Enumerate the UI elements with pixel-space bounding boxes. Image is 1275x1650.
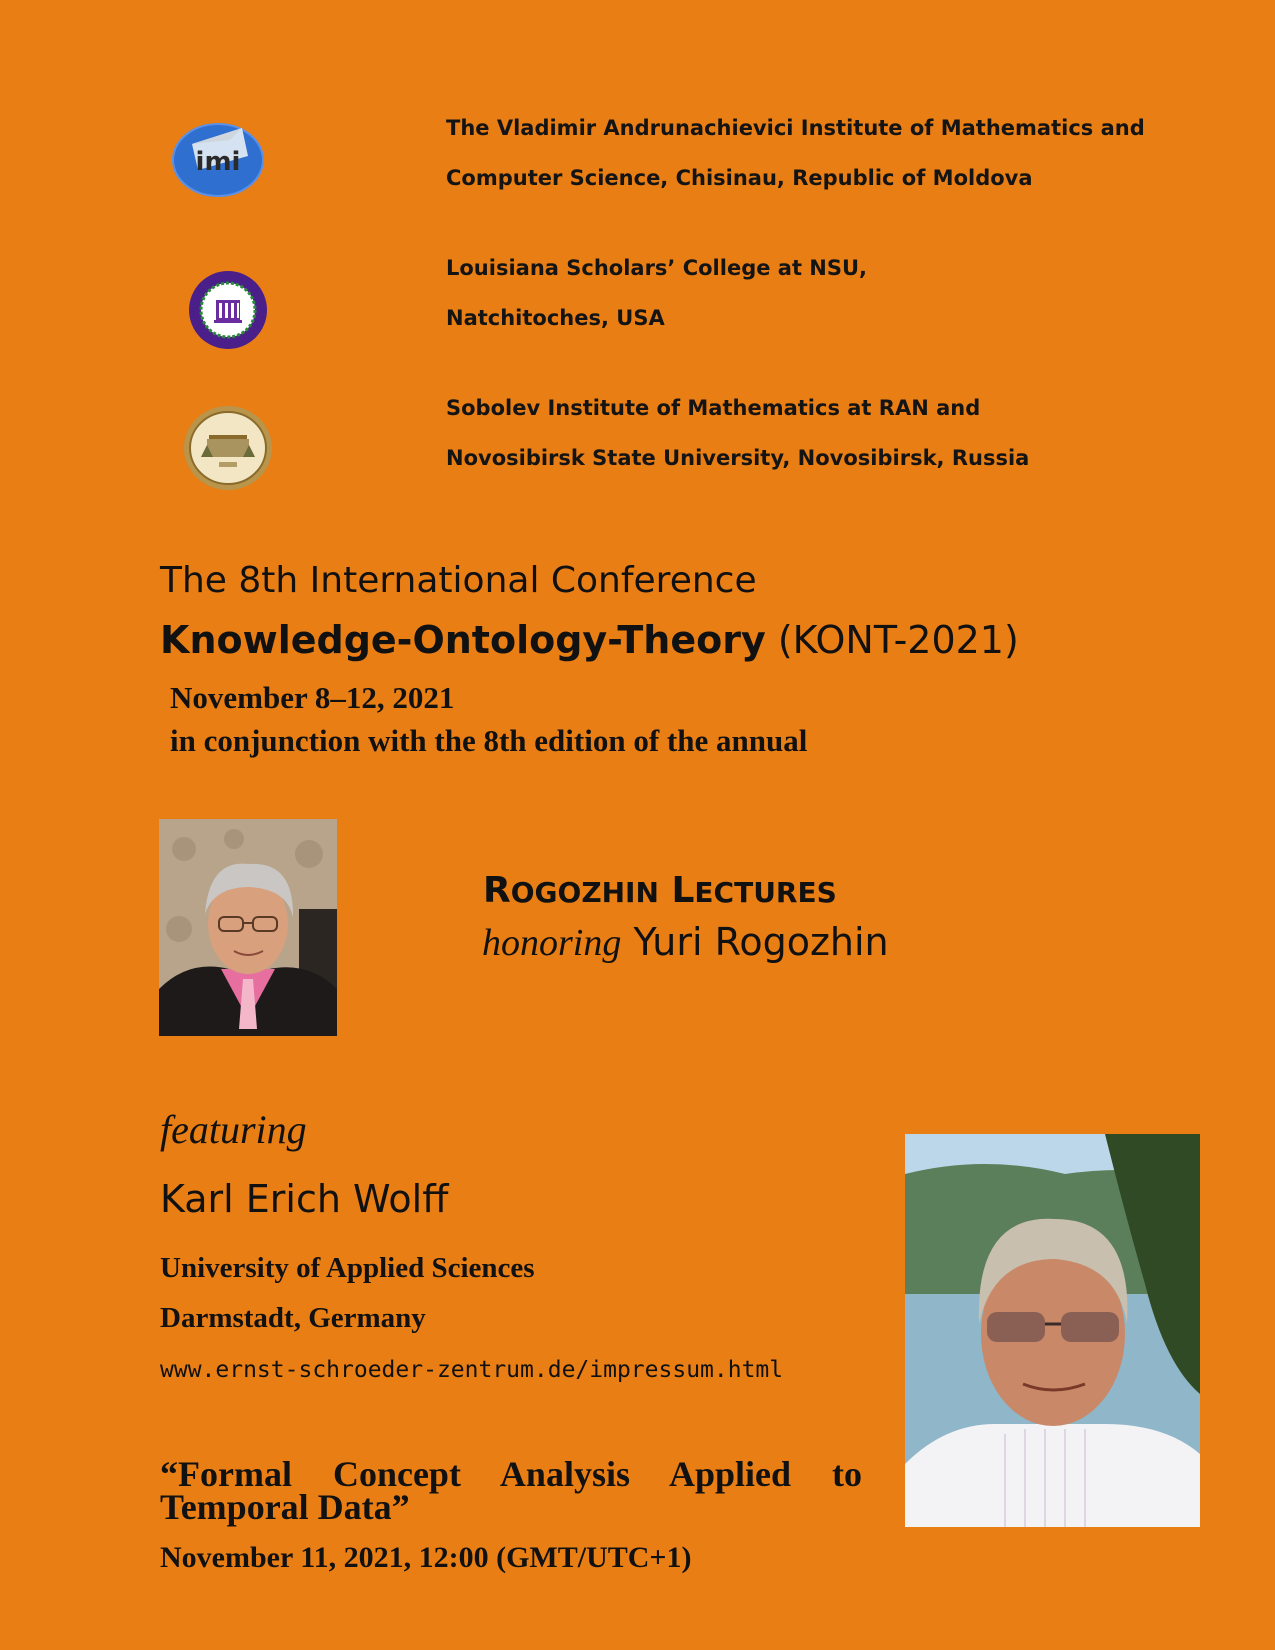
yuri-rogozhin-portrait <box>159 819 337 1036</box>
institution-2-line-2: Natchitoches, USA <box>446 306 665 330</box>
louisiana-scholars-college-seal-icon <box>188 270 268 350</box>
lectures-title-ogozhin: OGOZHIN <box>510 876 659 909</box>
svg-text:imi: imi <box>195 147 241 177</box>
conference-name-bold: Knowledge-Ontology-Theory <box>160 618 766 662</box>
honoring-word: honoring <box>482 922 622 964</box>
institution-3-line-1: Sobolev Institute of Mathematics at RAN and <box>446 396 981 420</box>
institution-1-text <box>446 103 1145 203</box>
featuring-label: featuring <box>160 1107 307 1152</box>
speaker-affiliation-line-2: Darmstadt, Germany <box>160 1302 426 1334</box>
speaker-affiliation-line-1: University of Applied Sciences <box>160 1252 535 1284</box>
talk-title: “Formal Concept Analysis Applied to Temporal Data” <box>160 1454 862 1527</box>
conference-conjunction: in conjunction with the 8th edition of the annual <box>170 723 808 758</box>
speaker-name: Karl Erich Wolff <box>160 1177 449 1221</box>
conference-heading: The 8th International Conference <box>160 560 757 601</box>
honoree-name: Yuri Rogozhin <box>633 920 889 964</box>
conference-dates: November 8–12, 2021 <box>170 680 455 715</box>
conference-name <box>160 618 1019 662</box>
imi-institute-logo-icon <box>172 120 264 198</box>
lectures-title-r: R <box>483 870 511 911</box>
institution-3-line-2: Novosibirsk State University, Novosibirsk, Russia <box>446 446 1030 470</box>
rogozhin-lectures-title <box>483 870 837 911</box>
conference-acronym: (KONT-2021) <box>777 618 1019 662</box>
institution-1-line-1: The Vladimir Andrunachievici Institute of Mathematics and <box>446 116 1145 140</box>
sobolev-institute-medal-icon <box>183 405 273 491</box>
institution-1-line-2: Computer Science, Chisinau, Republic of Moldova <box>446 166 1033 190</box>
talk-datetime: November 11, 2021, 12:00 (GMT/UTC+1) <box>160 1541 692 1574</box>
karl-erich-wolff-portrait <box>905 1134 1200 1527</box>
honoring-line <box>482 920 889 965</box>
lectures-title-l: L <box>671 870 695 911</box>
institution-2-text <box>446 243 867 343</box>
institution-3-text <box>446 383 1029 483</box>
lectures-title-ectures: ECTURES <box>694 876 837 909</box>
speaker-url: www.ernst-schroeder-zentrum.de/impressum.html <box>160 1357 784 1383</box>
institution-2-line-1: Louisiana Scholars’ College at NSU, <box>446 256 868 280</box>
